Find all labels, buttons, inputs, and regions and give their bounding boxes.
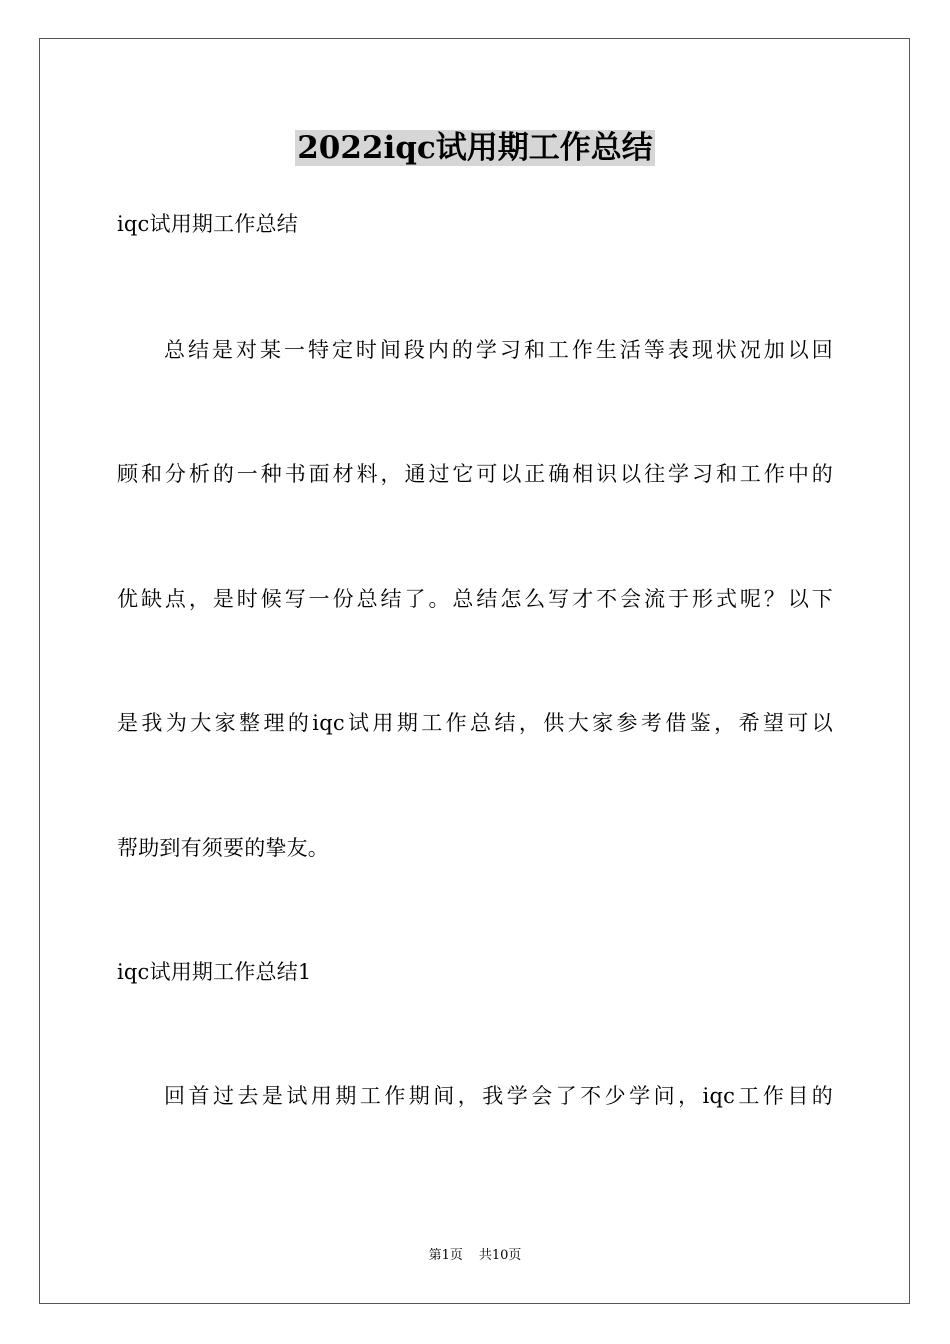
intro-line: 是我为大家整理的iqc试用期工作总结，供大家参考借鉴，希望可以 xyxy=(117,711,833,735)
intro-line: 帮助到有须要的挚友。 xyxy=(117,836,329,860)
page-footer xyxy=(0,1246,950,1266)
intro-line: 总结是对某一特定时间段内的学习和工作生活等表现状况加以回 xyxy=(164,338,833,362)
intro-line: 顾和分析的一种书面材料，通过它可以正确相识以往学习和工作中的 xyxy=(117,462,833,486)
document-subtitle: iqc试用期工作总结 xyxy=(117,212,298,236)
page-total: 共10页 xyxy=(478,1248,522,1263)
document-title-text: 2022iqc试用期工作总结 xyxy=(297,130,653,166)
section-line: 回首过去是试用期工作期间，我学会了不少学问，iqc工作目的 xyxy=(164,1084,833,1108)
section-heading: iqc试用期工作总结1 xyxy=(117,960,312,984)
document-title xyxy=(0,126,950,170)
intro-line: 优缺点，是时候写一份总结了。总结怎么写才不会流于形式呢？以下 xyxy=(117,587,833,611)
page-number: 第1页 xyxy=(428,1248,463,1263)
